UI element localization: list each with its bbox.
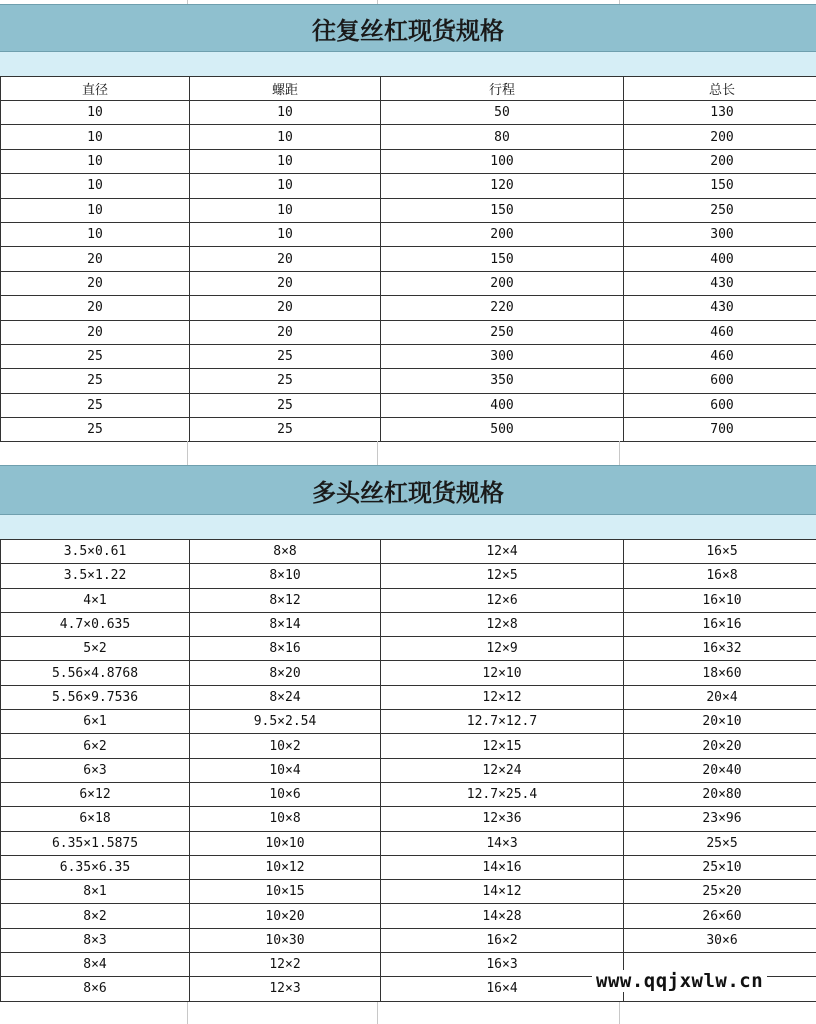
table-cell: 20×80 (624, 782, 816, 806)
table-cell: 200 (381, 271, 624, 295)
table-cell: 20 (190, 320, 381, 344)
table-cell: 10 (190, 125, 381, 149)
table-cell: 12×15 (381, 734, 624, 758)
table-cell: 10 (1, 149, 190, 173)
table-cell: 80 (381, 125, 624, 149)
table-cell: 10 (1, 125, 190, 149)
table-cell: 3.5×0.61 (1, 540, 190, 564)
table-cell: 10 (1, 198, 190, 222)
table-cell: 12×4 (381, 540, 624, 564)
table-cell: 460 (624, 344, 816, 368)
table-cell: 25 (1, 418, 190, 442)
table-cell: 12.7×25.4 (381, 782, 624, 806)
table-cell: 10×4 (190, 758, 381, 782)
table-row (1, 831, 816, 855)
table-cell: 150 (381, 198, 624, 222)
table-cell: 16×4 (381, 977, 624, 1001)
table-row (1, 661, 816, 685)
table-cell: 10 (190, 174, 381, 198)
table-cell: 12×5 (381, 564, 624, 588)
table-cell: 12×24 (381, 758, 624, 782)
table-cell: 8×24 (190, 685, 381, 709)
section1-subband (0, 52, 816, 76)
table-cell: 9.5×2.54 (190, 710, 381, 734)
table-cell: 8×1 (1, 880, 190, 904)
table-cell: 400 (624, 247, 816, 271)
table-row (1, 588, 816, 612)
table-cell: 6×12 (1, 782, 190, 806)
section1-table (0, 76, 816, 442)
table-cell: 10×10 (190, 831, 381, 855)
column-header: 直径 (1, 77, 190, 101)
table-cell: 5.56×4.8768 (1, 661, 190, 685)
table-row (1, 734, 816, 758)
column-header: 螺距 (190, 77, 381, 101)
table-cell: 25 (190, 418, 381, 442)
table-cell: 25 (190, 344, 381, 368)
table-cell: 3.5×1.22 (1, 564, 190, 588)
section1-spacer (0, 441, 816, 465)
table-cell: 10 (1, 222, 190, 246)
table-cell: 25 (190, 393, 381, 417)
table-row (1, 369, 816, 393)
table-cell: 120 (381, 174, 624, 198)
table-row (1, 685, 816, 709)
table-row (1, 271, 816, 295)
table-row (1, 296, 816, 320)
section2-subband (0, 515, 816, 539)
table-cell: 6.35×1.5875 (1, 831, 190, 855)
table-row (1, 807, 816, 831)
table-cell: 150 (624, 174, 816, 198)
table-row (1, 758, 816, 782)
table-cell: 20 (190, 296, 381, 320)
table-cell: 8×3 (1, 928, 190, 952)
table-row (1, 904, 816, 928)
table-cell: 4×1 (1, 588, 190, 612)
table-row (1, 782, 816, 806)
table-row (1, 247, 816, 271)
table-cell: 430 (624, 271, 816, 295)
table-cell: 23×96 (624, 807, 816, 831)
table-cell: 25 (1, 344, 190, 368)
table-cell: 16×2 (381, 928, 624, 952)
table-row (1, 393, 816, 417)
section1-title: 往复丝杠现货规格 (0, 4, 816, 52)
table-cell: 12×6 (381, 588, 624, 612)
table-cell: 500 (381, 418, 624, 442)
table-cell: 10 (190, 222, 381, 246)
table-cell: 8×16 (190, 637, 381, 661)
table-cell: 6×2 (1, 734, 190, 758)
table-cell: 430 (624, 296, 816, 320)
table-cell: 12.7×12.7 (381, 710, 624, 734)
table-cell: 600 (624, 369, 816, 393)
table-row (1, 710, 816, 734)
table-cell: 12×2 (190, 953, 381, 977)
table-row (1, 637, 816, 661)
table-cell: 6.35×6.35 (1, 855, 190, 879)
table-cell: 50 (381, 101, 624, 125)
table-cell: 20 (1, 271, 190, 295)
table-cell: 5×2 (1, 637, 190, 661)
column-header: 行程 (381, 77, 624, 101)
table-cell: 8×14 (190, 612, 381, 636)
table-cell: 16×5 (624, 540, 816, 564)
table-cell: 12×10 (381, 661, 624, 685)
table-row (1, 174, 816, 198)
column-header: 总长 (624, 77, 816, 101)
table-cell: 460 (624, 320, 816, 344)
table-cell: 12×3 (190, 977, 381, 1001)
table-cell: 10×15 (190, 880, 381, 904)
table-cell: 26×60 (624, 904, 816, 928)
table-cell: 20×40 (624, 758, 816, 782)
table-row (1, 880, 816, 904)
table-row (1, 855, 816, 879)
table-cell: 20×4 (624, 685, 816, 709)
table-cell: 25 (1, 369, 190, 393)
table-cell: 8×12 (190, 588, 381, 612)
table-row (1, 222, 816, 246)
table-cell: 20 (190, 271, 381, 295)
table-header-row (1, 77, 816, 101)
table-cell: 16×32 (624, 637, 816, 661)
table-cell: 5.56×9.7536 (1, 685, 190, 709)
table-cell: 10×6 (190, 782, 381, 806)
table-cell: 6×3 (1, 758, 190, 782)
table-cell: 8×4 (1, 953, 190, 977)
watermark: www.qqjxwlw.cn (592, 970, 767, 992)
table-cell: 16×3 (381, 953, 624, 977)
table-cell: 220 (381, 296, 624, 320)
table-cell: 18×60 (624, 661, 816, 685)
table-cell: 700 (624, 418, 816, 442)
table-cell: 6×18 (1, 807, 190, 831)
table-row (1, 540, 816, 564)
table-cell: 4.7×0.635 (1, 612, 190, 636)
table-cell: 30×6 (624, 928, 816, 952)
table-cell: 20 (190, 247, 381, 271)
table-row (1, 564, 816, 588)
table-cell: 100 (381, 149, 624, 173)
table-cell: 400 (381, 393, 624, 417)
table-row (1, 320, 816, 344)
table-cell: 250 (624, 198, 816, 222)
table-cell: 16×10 (624, 588, 816, 612)
table-cell: 6×1 (1, 710, 190, 734)
table-cell: 200 (624, 125, 816, 149)
table-cell: 200 (624, 149, 816, 173)
table-cell: 20 (1, 296, 190, 320)
table-cell: 14×12 (381, 880, 624, 904)
table-cell: 12×9 (381, 637, 624, 661)
table-row (1, 612, 816, 636)
table-cell: 10 (190, 198, 381, 222)
table-cell: 14×28 (381, 904, 624, 928)
table-cell: 10 (1, 101, 190, 125)
section2-table (0, 539, 816, 1002)
table-cell: 250 (381, 320, 624, 344)
table-cell: 10 (190, 149, 381, 173)
table-cell: 12×36 (381, 807, 624, 831)
table-row (1, 928, 816, 952)
table-cell: 350 (381, 369, 624, 393)
table-cell: 8×6 (1, 977, 190, 1001)
table-cell: 8×2 (1, 904, 190, 928)
table-cell: 14×3 (381, 831, 624, 855)
table-cell: 10×8 (190, 807, 381, 831)
table-cell: 20 (1, 247, 190, 271)
table-cell: 600 (624, 393, 816, 417)
table-cell: 16×16 (624, 612, 816, 636)
table-cell: 150 (381, 247, 624, 271)
table-row (1, 344, 816, 368)
table-cell: 20 (1, 320, 190, 344)
table-cell: 14×16 (381, 855, 624, 879)
table-cell: 300 (381, 344, 624, 368)
table-row (1, 149, 816, 173)
table-cell: 130 (624, 101, 816, 125)
table-cell: 8×20 (190, 661, 381, 685)
table-cell: 25×20 (624, 880, 816, 904)
table-row (1, 125, 816, 149)
bottom-spacer (0, 1002, 816, 1024)
table-cell: 10×30 (190, 928, 381, 952)
table-cell: 12×8 (381, 612, 624, 636)
table-row (1, 418, 816, 442)
table-cell: 10 (190, 101, 381, 125)
table-cell: 10 (1, 174, 190, 198)
table-cell: 25×10 (624, 855, 816, 879)
table-cell: 10×2 (190, 734, 381, 758)
table-cell: 10×20 (190, 904, 381, 928)
section2-title: 多头丝杠现货规格 (0, 465, 816, 515)
table-cell: 10×12 (190, 855, 381, 879)
table-row (1, 198, 816, 222)
table-cell: 200 (381, 222, 624, 246)
table-cell: 16×8 (624, 564, 816, 588)
table-cell: 20×10 (624, 710, 816, 734)
table-cell: 25 (190, 369, 381, 393)
table-row (1, 101, 816, 125)
table-cell: 12×12 (381, 685, 624, 709)
table-cell: 300 (624, 222, 816, 246)
table-cell: 25 (1, 393, 190, 417)
table-cell: 8×8 (190, 540, 381, 564)
table-cell: 8×10 (190, 564, 381, 588)
table-cell: 25×5 (624, 831, 816, 855)
table-cell: 20×20 (624, 734, 816, 758)
